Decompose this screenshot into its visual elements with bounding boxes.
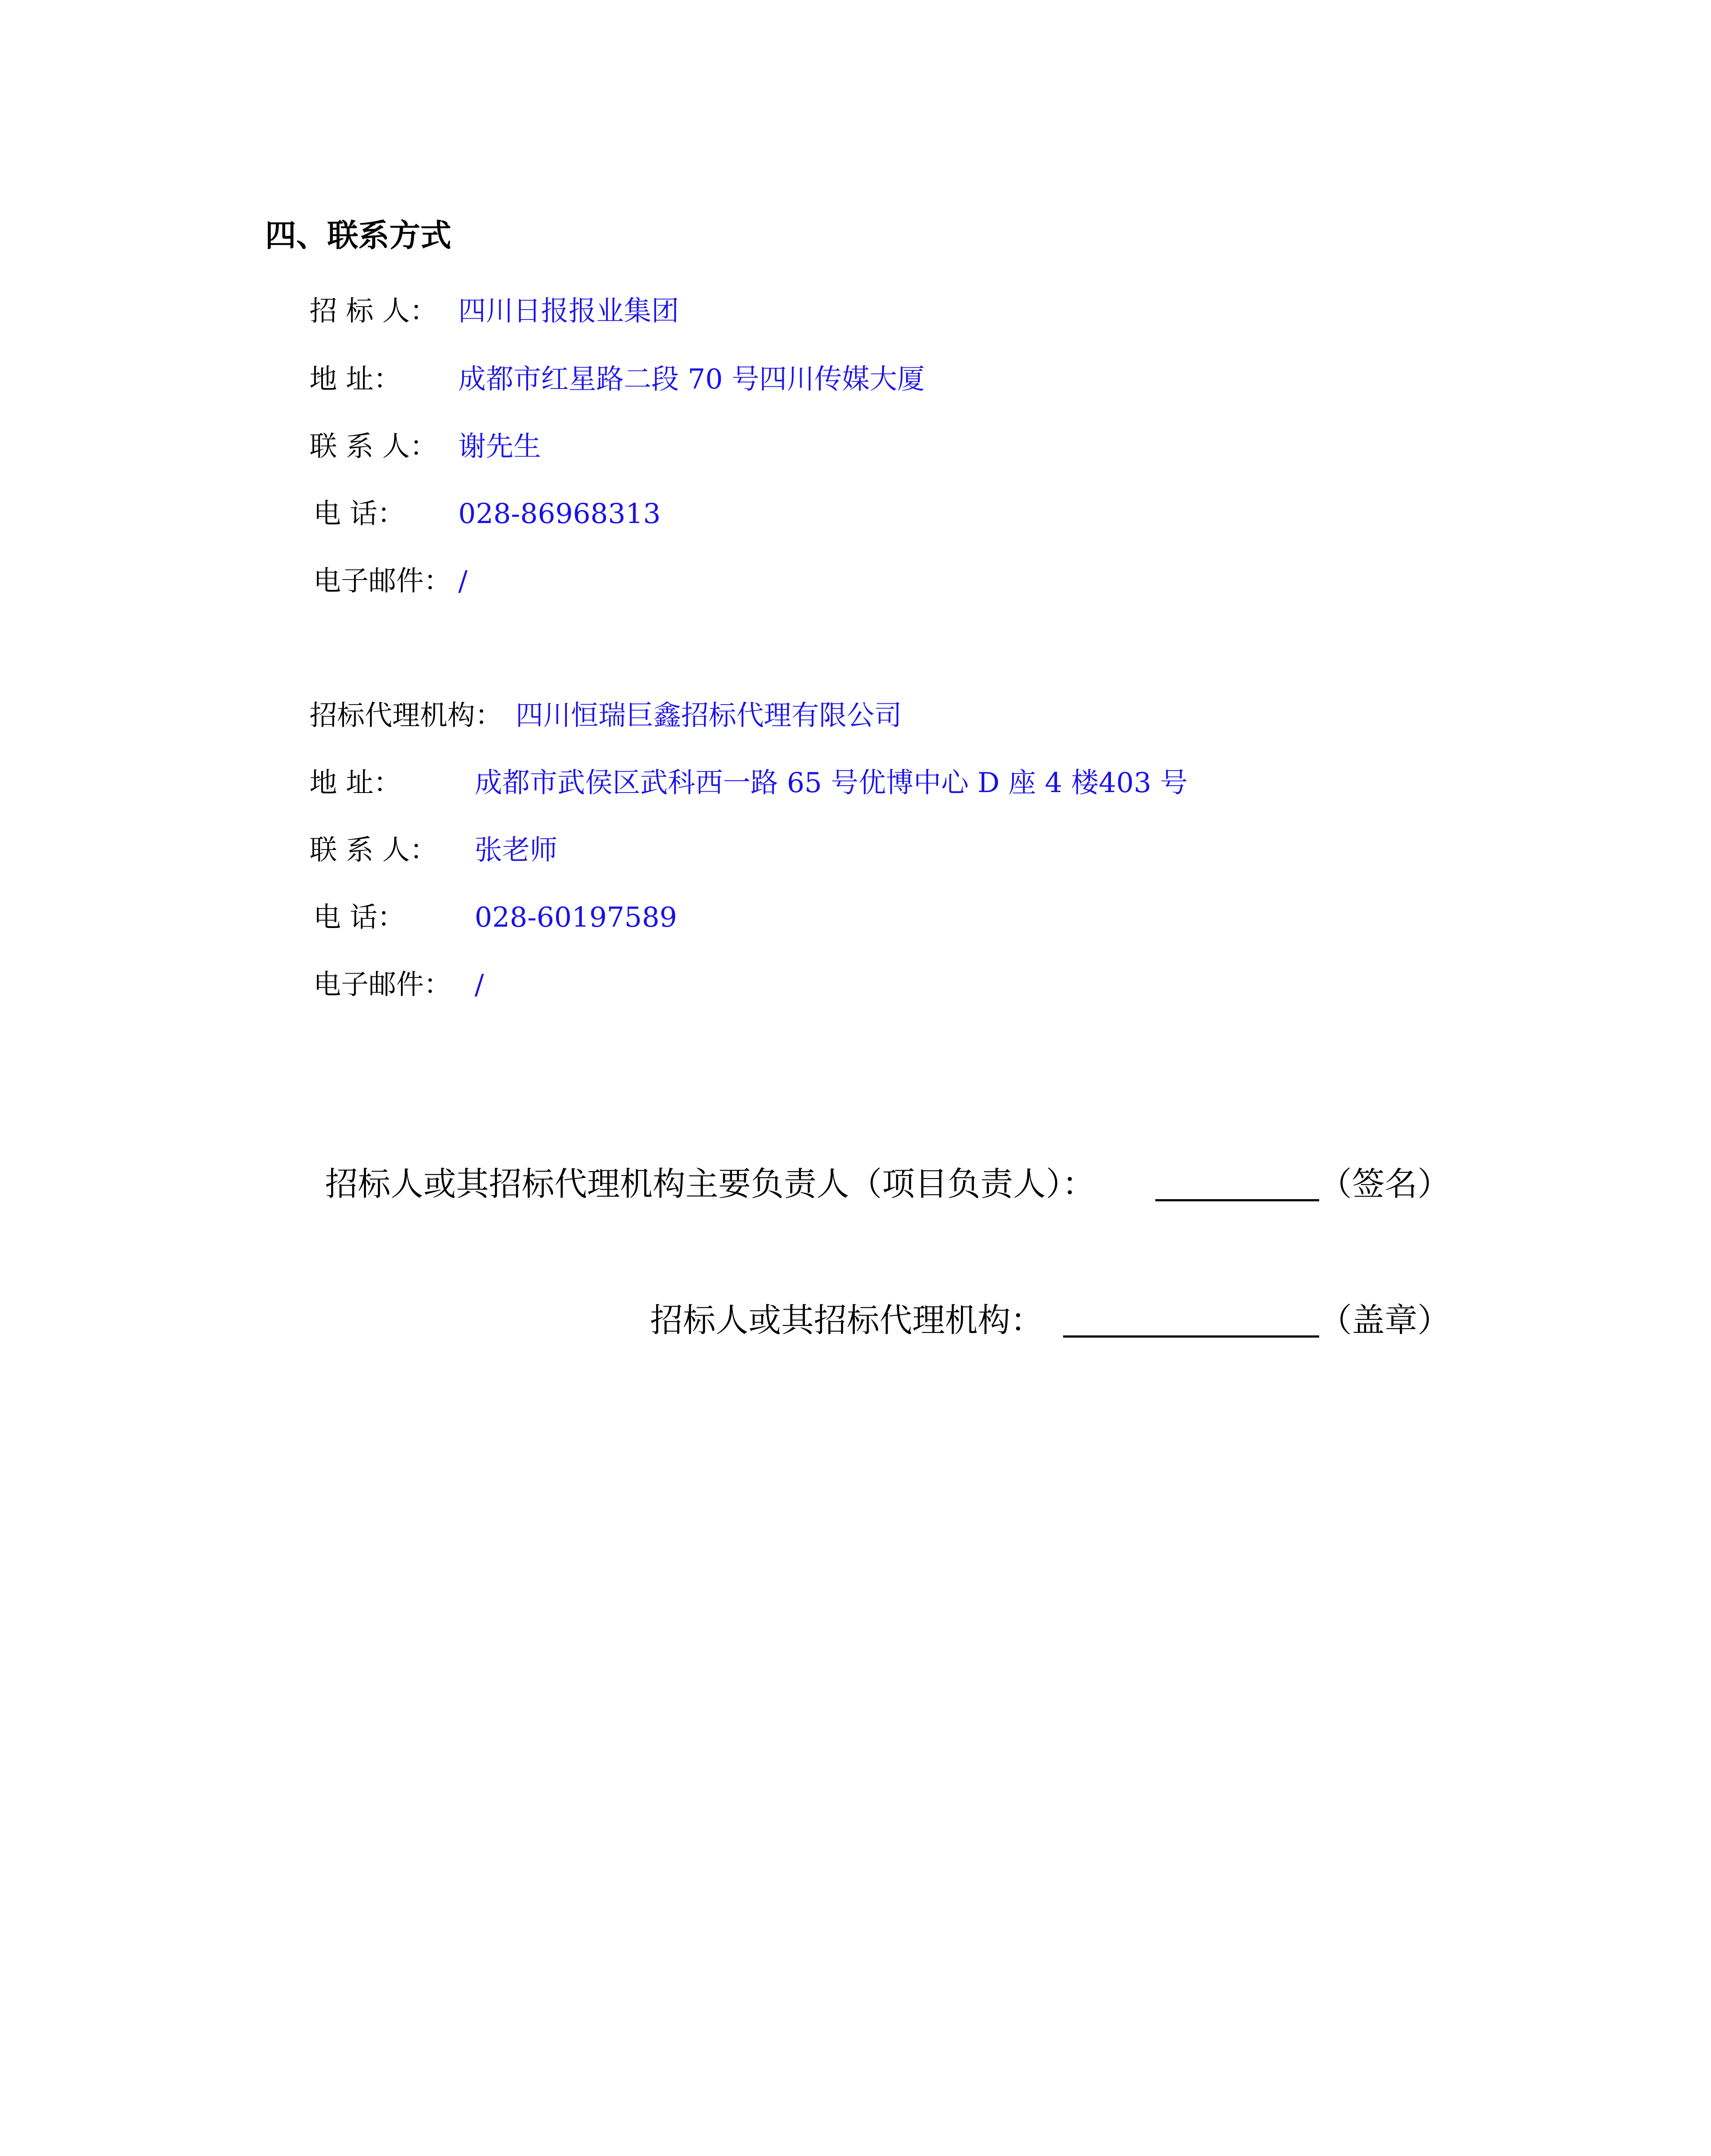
tenderer-address-row bbox=[0, 366, 1711, 400]
agency-contact-label: 联 系 人： bbox=[310, 834, 438, 866]
tenderer-phone-value: 028-86968313 bbox=[458, 498, 661, 530]
agency-contact-row bbox=[0, 834, 1711, 871]
tenderer-name-row bbox=[0, 295, 1711, 332]
agency-email-row bbox=[0, 971, 1711, 1006]
signature-org-suffix: （盖章） bbox=[1319, 1301, 1450, 1339]
signature-person-label: 招标人或其招标代理机构主要负责人（项目负责人）： bbox=[325, 1165, 1095, 1203]
tenderer-phone-label: 电 话： bbox=[313, 498, 405, 530]
agency-email-label: 电子邮件： bbox=[313, 969, 451, 1001]
signature-person-blank[interactable] bbox=[1155, 1199, 1319, 1201]
agency-address-row bbox=[0, 769, 1711, 804]
tenderer-contact-row bbox=[0, 433, 1711, 467]
tenderer-email-row bbox=[0, 567, 1711, 602]
tenderer-name-value: 四川日报报业集团 bbox=[458, 295, 679, 327]
signature-org-blank[interactable] bbox=[1063, 1335, 1319, 1338]
tenderer-email-label: 电子邮件： bbox=[313, 565, 451, 597]
agency-phone-row bbox=[0, 904, 1711, 938]
tenderer-contact-value: 谢先生 bbox=[458, 431, 541, 463]
agency-address-value: 成都市武侯区武科西一路 65 号优博中心 D 座 4 楼403 号 bbox=[475, 767, 1188, 799]
tenderer-address-value: 成都市红星路二段 70 号四川传媒大厦 bbox=[458, 364, 925, 395]
signature-org-label: 招标人或其招标代理机构： bbox=[650, 1301, 1043, 1339]
tenderer-phone-row bbox=[0, 500, 1711, 535]
agency-address-label: 地 址： bbox=[310, 767, 401, 799]
tenderer-address-label: 地 址： bbox=[310, 364, 401, 395]
agency-name-row bbox=[0, 702, 1711, 736]
agency-phone-value: 028-60197589 bbox=[475, 902, 677, 934]
agency-phone-label: 电 话： bbox=[313, 902, 405, 934]
tenderer-contact-label: 联 系 人： bbox=[310, 431, 438, 463]
agency-name-value: 四川恒瑞巨鑫招标代理有限公司 bbox=[516, 700, 902, 732]
agency-contact-value: 张老师 bbox=[475, 834, 557, 866]
section-heading: 四、联系方式 bbox=[265, 217, 452, 254]
agency-name-label: 招标代理机构： bbox=[310, 700, 503, 732]
tenderer-name-label: 招 标 人： bbox=[310, 295, 438, 327]
signature-person-suffix: （签名） bbox=[1319, 1165, 1450, 1203]
agency-email-value: / bbox=[475, 969, 484, 1001]
tenderer-email-value: / bbox=[458, 565, 468, 597]
